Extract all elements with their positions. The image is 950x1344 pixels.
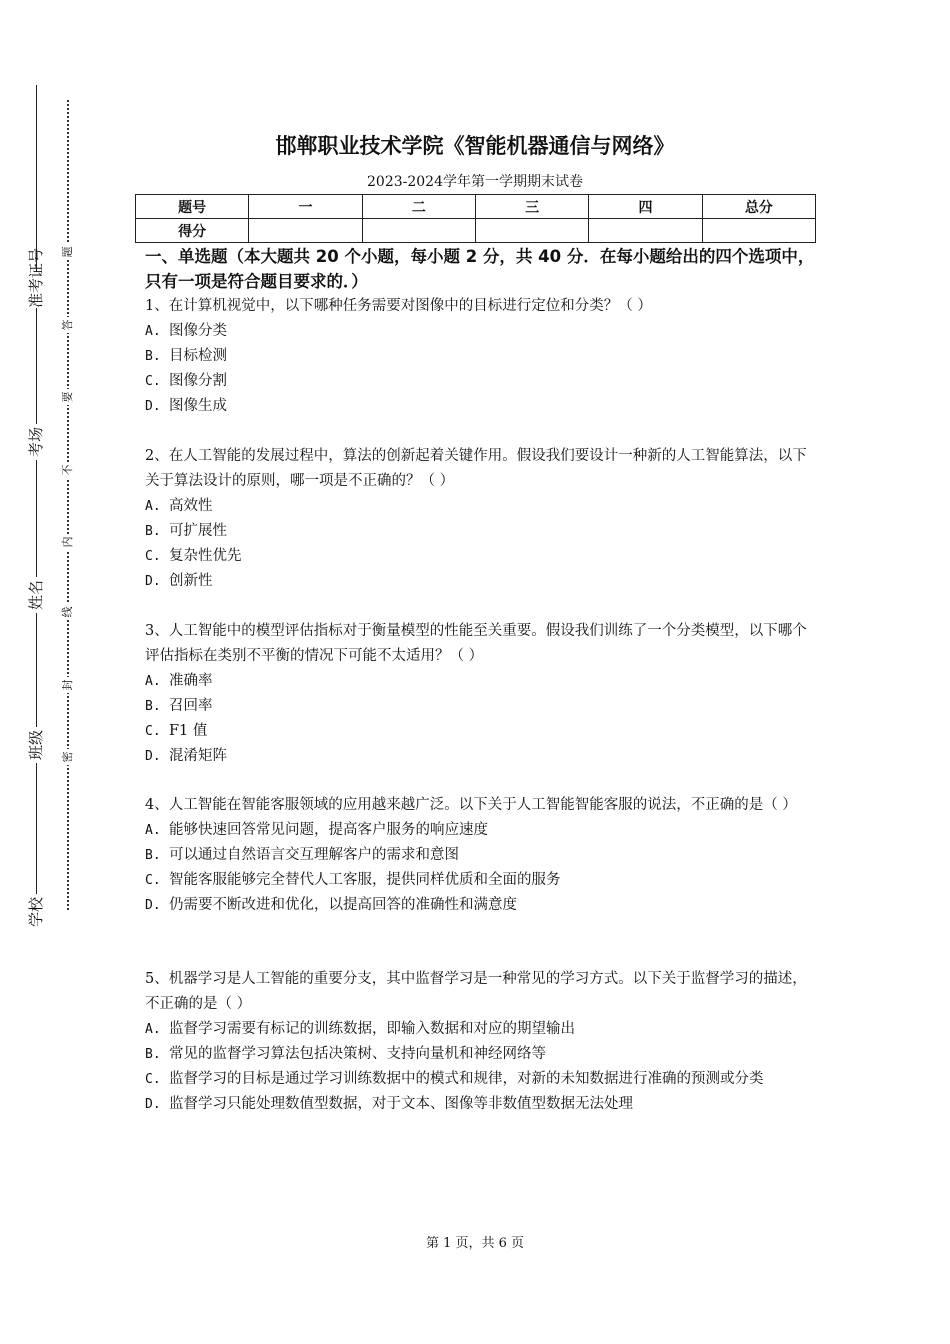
option: A. 图像分类 <box>145 323 227 339</box>
field-name: 姓名 <box>26 577 46 613</box>
option: D. 图像生成 <box>145 398 227 414</box>
field-exam-number: 准考证号 <box>27 247 45 308</box>
seal-char: 不 <box>61 462 75 478</box>
score-input-cell[interactable] <box>589 219 702 243</box>
score-cell: 一 <box>249 195 362 219</box>
page-number: 第 1 页，共 6 页 <box>425 1236 525 1251</box>
question-block <box>145 444 815 594</box>
seal-char: 密 <box>61 749 75 765</box>
section-heading: 一、单选题（本大题共 20 个小题，每小题 2 分，共 40 分．在每小题给出的四个选项中，只有一项是符合题目要求的．） <box>145 247 815 291</box>
option: B. 常见的监督学习算法包括决策树、支持向量机和神经网络等 <box>145 1046 546 1062</box>
score-input-cell[interactable] <box>249 219 362 243</box>
binding-dotted-line <box>67 100 69 910</box>
option: C. 监督学习的目标是通过学习训练数据中的模式和规律，对新的未知数据进行准确的预测或分类 <box>145 1071 764 1087</box>
question-stem: 3、人工智能中的模型评估指标对于衡量模型的性能至关重要。假设我们训练了一个分类模型，以下哪个评估指标在类别不平衡的情况下可能不太适用？（ ） <box>145 623 807 664</box>
binding-margin <box>0 0 120 1344</box>
score-cell: 得分 <box>136 219 249 243</box>
score-cell: 题号 <box>136 195 249 219</box>
seal-char: 要 <box>61 389 75 405</box>
option: C. 图像分割 <box>145 373 227 389</box>
option: D. 混淆矩阵 <box>145 748 227 764</box>
question-block <box>145 793 815 918</box>
score-input-cell[interactable] <box>475 219 588 243</box>
score-table-score-row <box>136 219 816 243</box>
question-block <box>145 967 815 1117</box>
seal-char: 线 <box>61 604 75 620</box>
option: B. 可扩展性 <box>145 523 227 539</box>
exam-title: 邯郸职业技术学院《智能机器通信与网络》 <box>275 134 675 158</box>
option: C. 复杂性优先 <box>145 548 242 564</box>
score-table <box>135 194 816 243</box>
option: C. F1 值 <box>145 723 208 739</box>
field-school: 学校 <box>26 894 46 930</box>
field-exam-room: 考场 <box>26 424 46 460</box>
question-stem: 4、人工智能在智能客服领域的应用越来越广泛。以下关于人工智能智能客服的说法，不正确的是（ ） <box>145 797 797 813</box>
score-cell: 二 <box>362 195 475 219</box>
seal-char: 题 <box>61 244 75 260</box>
option: A. 能够快速回答常见问题，提高客户服务的响应速度 <box>145 822 488 838</box>
option: D. 监督学习只能处理数值型数据，对于文本、图像等非数值型数据无法处理 <box>145 1096 633 1112</box>
score-cell: 四 <box>589 195 702 219</box>
binding-solid-line <box>36 85 37 925</box>
exam-subtitle: 2023-2024学年第一学期期末试卷 <box>367 174 583 190</box>
option: C. 智能客服能够完全替代人工客服，提供同样优质和全面的服务 <box>145 872 561 888</box>
option: D. 创新性 <box>145 573 213 589</box>
question-stem: 2、在人工智能的发展过程中，算法的创新起着关键作用。假设我们要设计一种新的人工智能算法，以下关于算法设计的原则，哪一项是不正确的？（ ） <box>145 448 807 489</box>
question-stem: 5、机器学习是人工智能的重要分支，其中监督学习是一种常见的学习方式。以下关于监督学习的描述，不正确的是（ ） <box>145 971 807 1012</box>
seal-char: 答 <box>61 317 75 333</box>
option: A. 准确率 <box>145 673 213 689</box>
score-table-header-row <box>136 195 816 219</box>
score-cell: 三 <box>475 195 588 219</box>
score-cell: 总分 <box>702 195 815 219</box>
option: A. 监督学习需要有标记的训练数据，即输入数据和对应的期望输出 <box>145 1021 575 1037</box>
seal-char: 内 <box>61 534 75 550</box>
score-input-cell[interactable] <box>702 219 815 243</box>
question-block <box>145 619 815 769</box>
seal-char: 封 <box>61 677 75 693</box>
option: B. 目标检测 <box>145 348 227 364</box>
score-input-cell[interactable] <box>362 219 475 243</box>
option: B. 可以通过自然语言交互理解客户的需求和意图 <box>145 847 459 863</box>
option: A. 高效性 <box>145 498 213 514</box>
option: B. 召回率 <box>145 698 213 714</box>
question-block <box>145 294 815 419</box>
field-class: 班级 <box>26 727 46 763</box>
question-stem: 1、在计算机视觉中，以下哪种任务需要对图像中的目标进行定位和分类？（ ） <box>145 298 652 314</box>
option: D. 仍需要不断改进和优化，以提高回答的准确性和满意度 <box>145 897 517 913</box>
